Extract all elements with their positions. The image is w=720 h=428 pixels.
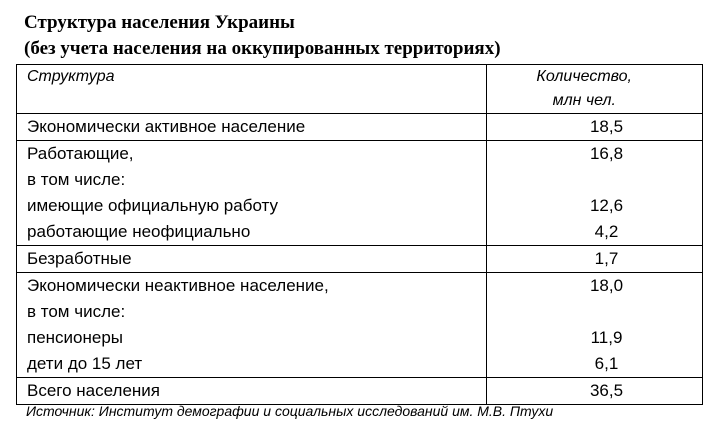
row-value-cell	[487, 114, 703, 141]
row-value-cell	[487, 141, 703, 246]
row-value: 4,2	[594, 222, 619, 241]
row-label: Экономически неактивное население,	[27, 276, 329, 295]
table-row	[17, 246, 703, 273]
row-label: Экономически активное население	[27, 117, 306, 136]
row-value	[487, 299, 702, 325]
row-value: 36,5	[589, 381, 624, 400]
row-label-cell	[17, 246, 487, 273]
row-value: 18,0	[589, 276, 624, 295]
row-label: Всего населения	[27, 381, 160, 400]
row-label: пенсионеры	[27, 328, 124, 347]
row-value: 11,9	[590, 328, 623, 347]
row-label: дети до 15 лет	[27, 354, 143, 373]
row-label: в том числе:	[27, 170, 126, 189]
table-title: Структура населения Украины	[24, 12, 295, 33]
population-structure-table	[16, 64, 703, 405]
row-value: 16,8	[589, 144, 624, 163]
row-value-cell	[487, 378, 703, 405]
row-label: в том числе:	[27, 302, 126, 321]
table-subtitle: (без учета населения на оккупированных территориях)	[24, 38, 501, 59]
row-value-cell	[487, 273, 703, 378]
table-row	[17, 114, 703, 141]
row-label: работающие неофициально	[27, 222, 251, 241]
table-row	[17, 273, 703, 378]
row-value-cell	[487, 246, 703, 273]
row-value	[487, 167, 702, 193]
row-value: 6,1	[594, 354, 619, 373]
header-structure-cell	[17, 65, 487, 114]
row-label: Работающие,	[27, 144, 134, 163]
table-header-row	[17, 65, 703, 114]
header-structure: Структура	[27, 68, 115, 85]
header-quantity-cell	[487, 65, 703, 114]
header-quantity: Количество,	[536, 68, 632, 85]
row-label: Безработные	[27, 249, 132, 268]
row-label-cell	[17, 141, 487, 246]
row-value: 1,7	[594, 249, 619, 268]
header-quantity-unit: млн чел.	[552, 92, 616, 109]
row-value: 12,6	[589, 196, 624, 215]
source-note: Источник: Институт демографии и социальных исследований им. М.В. Птухи	[26, 403, 554, 419]
row-label-cell	[17, 378, 487, 405]
table-row	[17, 378, 703, 405]
row-value: 18,5	[589, 117, 624, 136]
table-row	[17, 141, 703, 246]
row-label: имеющие официальную работу	[27, 196, 279, 215]
row-label-cell	[17, 114, 487, 141]
row-label-cell	[17, 273, 487, 378]
